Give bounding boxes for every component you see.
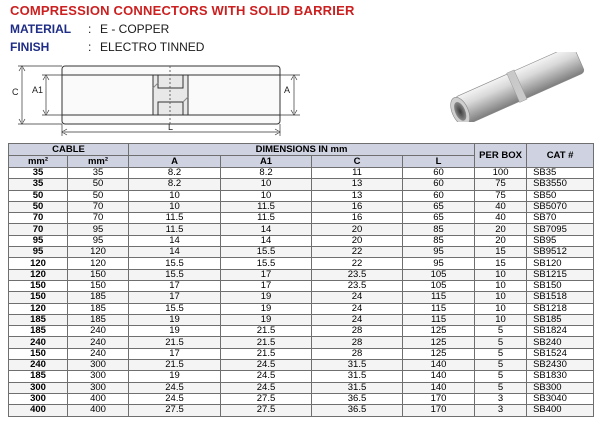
table-cell: 17 bbox=[221, 269, 312, 280]
table-cell: 5 bbox=[475, 348, 527, 359]
table-cell: SB185 bbox=[527, 314, 594, 325]
table-row bbox=[9, 292, 594, 303]
table-cell: 115 bbox=[403, 303, 475, 314]
table-cell: SB1830 bbox=[527, 371, 594, 382]
spec-finish bbox=[10, 40, 204, 54]
table-cell: 10 bbox=[475, 303, 527, 314]
table-row bbox=[9, 269, 594, 280]
table-cell: SB95 bbox=[527, 235, 594, 246]
table-cell: 50 bbox=[68, 179, 129, 190]
table-cell: 36.5 bbox=[312, 393, 403, 404]
table-cell: 170 bbox=[403, 405, 475, 416]
table-cell: 240 bbox=[9, 360, 68, 371]
table-cell: 17 bbox=[129, 280, 221, 291]
table-cell: 170 bbox=[403, 393, 475, 404]
table-cell: 27.5 bbox=[129, 405, 221, 416]
table-cell: 19 bbox=[129, 371, 221, 382]
header-cable-mm2-2: mm² bbox=[68, 156, 129, 168]
table-cell: 140 bbox=[403, 360, 475, 371]
table-cell: 40 bbox=[475, 201, 527, 212]
table-cell: 300 bbox=[68, 382, 129, 393]
table-cell: 50 bbox=[68, 190, 129, 201]
table-cell: 240 bbox=[68, 348, 129, 359]
table-cell: 5 bbox=[475, 371, 527, 382]
header-row-groups bbox=[9, 144, 594, 156]
table-cell: 70 bbox=[68, 213, 129, 224]
table-cell: 16 bbox=[312, 213, 403, 224]
table-cell: SB2430 bbox=[527, 360, 594, 371]
table-cell: 150 bbox=[68, 269, 129, 280]
connector-drawing bbox=[8, 58, 308, 138]
label-a1: A1 bbox=[32, 85, 44, 95]
table-cell: 24 bbox=[312, 303, 403, 314]
table-cell: 35 bbox=[9, 168, 68, 179]
table-cell: 125 bbox=[403, 337, 475, 348]
table-cell: 185 bbox=[9, 371, 68, 382]
table-cell: 28 bbox=[312, 337, 403, 348]
table-cell: 17 bbox=[129, 348, 221, 359]
table-cell: 85 bbox=[403, 224, 475, 235]
table-row bbox=[9, 303, 594, 314]
table-cell: 185 bbox=[68, 314, 129, 325]
table-row bbox=[9, 224, 594, 235]
table-cell: 14 bbox=[221, 235, 312, 246]
table-cell: 120 bbox=[9, 269, 68, 280]
table-cell: 10 bbox=[221, 190, 312, 201]
table-cell: 10 bbox=[129, 201, 221, 212]
table-cell: SB1524 bbox=[527, 348, 594, 359]
table-cell: 300 bbox=[9, 382, 68, 393]
table-cell: 31.5 bbox=[312, 371, 403, 382]
header-per-box: PER BOX bbox=[475, 144, 527, 168]
table-cell: SB70 bbox=[527, 213, 594, 224]
header-dim-a: A bbox=[129, 156, 221, 168]
table-row bbox=[9, 371, 594, 382]
header-cable: CABLE bbox=[9, 144, 129, 156]
table-cell: SB9512 bbox=[527, 247, 594, 258]
table-cell: 24.5 bbox=[129, 382, 221, 393]
table-cell: 36.5 bbox=[312, 405, 403, 416]
table-cell: 70 bbox=[9, 213, 68, 224]
table-cell: SB1215 bbox=[527, 269, 594, 280]
table-cell: 140 bbox=[403, 382, 475, 393]
table-cell: 120 bbox=[68, 247, 129, 258]
table-cell: 21.5 bbox=[129, 337, 221, 348]
table-cell: 3 bbox=[475, 405, 527, 416]
table-cell: SB3040 bbox=[527, 393, 594, 404]
table-cell: 115 bbox=[403, 314, 475, 325]
table-row bbox=[9, 258, 594, 269]
table-cell: 100 bbox=[475, 168, 527, 179]
table-cell: 185 bbox=[68, 292, 129, 303]
table-cell: 22 bbox=[312, 247, 403, 258]
table-cell: SB1518 bbox=[527, 292, 594, 303]
header-dim-l: L bbox=[403, 156, 475, 168]
table-cell: 5 bbox=[475, 382, 527, 393]
table-cell: 400 bbox=[68, 393, 129, 404]
table-cell: 185 bbox=[68, 303, 129, 314]
table-cell: 31.5 bbox=[312, 360, 403, 371]
table-row bbox=[9, 247, 594, 258]
table-cell: 120 bbox=[9, 303, 68, 314]
table-cell: SB240 bbox=[527, 337, 594, 348]
table-cell: SB7095 bbox=[527, 224, 594, 235]
table-cell: 5 bbox=[475, 360, 527, 371]
table-row bbox=[9, 337, 594, 348]
table-cell: 19 bbox=[129, 326, 221, 337]
header-dim-a1: A1 bbox=[221, 156, 312, 168]
table-cell: 16 bbox=[312, 201, 403, 212]
table-cell: 10 bbox=[221, 179, 312, 190]
table-cell: 115 bbox=[403, 292, 475, 303]
table-cell: 5 bbox=[475, 337, 527, 348]
table-cell: 185 bbox=[9, 314, 68, 325]
table-cell: SB3550 bbox=[527, 179, 594, 190]
table-cell: SB1824 bbox=[527, 326, 594, 337]
table-cell: 240 bbox=[68, 337, 129, 348]
table-cell: 10 bbox=[475, 280, 527, 291]
table-cell: 11.5 bbox=[129, 213, 221, 224]
table-cell: 105 bbox=[403, 269, 475, 280]
header-cable-mm2-1: mm² bbox=[9, 156, 68, 168]
table-cell: 50 bbox=[9, 190, 68, 201]
table-row bbox=[9, 190, 594, 201]
table-cell: 13 bbox=[312, 179, 403, 190]
table-cell: 11.5 bbox=[221, 213, 312, 224]
table-cell: 120 bbox=[68, 258, 129, 269]
table-cell: 19 bbox=[221, 292, 312, 303]
header-dim-c: C bbox=[312, 156, 403, 168]
table-cell: 15 bbox=[475, 258, 527, 269]
table-cell: 20 bbox=[312, 235, 403, 246]
header-cat: CAT # bbox=[527, 144, 594, 168]
table-cell: 8.2 bbox=[221, 168, 312, 179]
spec-material bbox=[10, 22, 169, 36]
table-cell: 28 bbox=[312, 348, 403, 359]
table-cell: 21.5 bbox=[221, 326, 312, 337]
table-cell: 75 bbox=[475, 190, 527, 201]
table-cell: 17 bbox=[221, 280, 312, 291]
table-cell: 300 bbox=[68, 360, 129, 371]
table-cell: 400 bbox=[68, 405, 129, 416]
table-cell: 21.5 bbox=[129, 360, 221, 371]
label-l: L bbox=[168, 122, 174, 132]
table-cell: 8.2 bbox=[129, 179, 221, 190]
table-cell: 125 bbox=[403, 348, 475, 359]
table-cell: 15.5 bbox=[129, 303, 221, 314]
table-cell: 20 bbox=[475, 235, 527, 246]
table-cell: 60 bbox=[403, 168, 475, 179]
table-cell: 23.5 bbox=[312, 269, 403, 280]
table-cell: 13 bbox=[312, 190, 403, 201]
table-cell: 240 bbox=[68, 326, 129, 337]
table-cell: 14 bbox=[129, 235, 221, 246]
header-dimensions: DIMENSIONS IN mm bbox=[129, 144, 475, 156]
spec-colon: : bbox=[88, 40, 92, 54]
table-cell: 95 bbox=[403, 247, 475, 258]
table-cell: 24 bbox=[312, 314, 403, 325]
table-cell: SB400 bbox=[527, 405, 594, 416]
table-row bbox=[9, 235, 594, 246]
table-cell: 75 bbox=[475, 179, 527, 190]
table-cell: 19 bbox=[221, 314, 312, 325]
table-cell: 17 bbox=[129, 292, 221, 303]
table-cell: 21.5 bbox=[221, 348, 312, 359]
table-cell: 70 bbox=[9, 224, 68, 235]
table-cell: 125 bbox=[403, 326, 475, 337]
table-cell: 19 bbox=[129, 314, 221, 325]
spec-key: FINISH bbox=[10, 40, 50, 54]
spec-value: E - COPPER bbox=[100, 22, 170, 36]
table-cell: 11.5 bbox=[129, 224, 221, 235]
connector-photo bbox=[435, 52, 595, 122]
table-row bbox=[9, 405, 594, 416]
table-cell: SB150 bbox=[527, 280, 594, 291]
table-cell: 150 bbox=[9, 280, 68, 291]
table-cell: 24.5 bbox=[129, 393, 221, 404]
table-cell: 31.5 bbox=[312, 382, 403, 393]
table-cell: 11.5 bbox=[221, 201, 312, 212]
table-cell: SB50 bbox=[527, 190, 594, 201]
table-cell: 27.5 bbox=[221, 405, 312, 416]
table-cell: SB300 bbox=[527, 382, 594, 393]
label-a: A bbox=[284, 85, 291, 95]
table-cell: 8.2 bbox=[129, 168, 221, 179]
table-cell: 20 bbox=[312, 224, 403, 235]
table-cell: 150 bbox=[9, 348, 68, 359]
table-cell: 10 bbox=[475, 314, 527, 325]
spec-value: ELECTRO TINNED bbox=[100, 40, 205, 54]
table-cell: 24 bbox=[312, 292, 403, 303]
table-row bbox=[9, 168, 594, 179]
table-cell: SB1218 bbox=[527, 303, 594, 314]
table-row bbox=[9, 179, 594, 190]
table-cell: 21.5 bbox=[221, 337, 312, 348]
table-cell: 11 bbox=[312, 168, 403, 179]
table-cell: 65 bbox=[403, 201, 475, 212]
table-cell: 60 bbox=[403, 179, 475, 190]
table-cell: 70 bbox=[68, 201, 129, 212]
table-cell: 15.5 bbox=[221, 247, 312, 258]
table-cell: 22 bbox=[312, 258, 403, 269]
table-row bbox=[9, 326, 594, 337]
table-cell: 65 bbox=[403, 213, 475, 224]
table-cell: 3 bbox=[475, 393, 527, 404]
table-cell: 240 bbox=[9, 337, 68, 348]
table-row bbox=[9, 393, 594, 404]
table-cell: 185 bbox=[9, 326, 68, 337]
table-row bbox=[9, 360, 594, 371]
page-title: COMPRESSION CONNECTORS WITH SOLID BARRIER bbox=[10, 3, 355, 18]
table-cell: 150 bbox=[9, 292, 68, 303]
table-cell: 24.5 bbox=[221, 382, 312, 393]
table-cell: 20 bbox=[475, 224, 527, 235]
table-cell: 28 bbox=[312, 326, 403, 337]
table-cell: 400 bbox=[9, 405, 68, 416]
table-cell: 95 bbox=[9, 247, 68, 258]
table-cell: 95 bbox=[68, 224, 129, 235]
table-cell: 24.5 bbox=[221, 371, 312, 382]
table-cell: 19 bbox=[221, 303, 312, 314]
table-cell: 105 bbox=[403, 280, 475, 291]
table-cell: 35 bbox=[68, 168, 129, 179]
table-cell: 95 bbox=[403, 258, 475, 269]
spec-colon: : bbox=[88, 22, 92, 36]
table-cell: 50 bbox=[9, 201, 68, 212]
table-cell: 300 bbox=[68, 371, 129, 382]
table-cell: 24.5 bbox=[221, 360, 312, 371]
table-cell: 15.5 bbox=[129, 258, 221, 269]
table-cell: 10 bbox=[129, 190, 221, 201]
table-cell: 27.5 bbox=[221, 393, 312, 404]
table-cell: SB120 bbox=[527, 258, 594, 269]
table-row bbox=[9, 201, 594, 212]
table-cell: SB35 bbox=[527, 168, 594, 179]
table-cell: 14 bbox=[221, 224, 312, 235]
specifications-table bbox=[8, 143, 594, 417]
table-row bbox=[9, 213, 594, 224]
table-row bbox=[9, 382, 594, 393]
table-cell: 15.5 bbox=[129, 269, 221, 280]
table-cell: 23.5 bbox=[312, 280, 403, 291]
table-cell: 40 bbox=[475, 213, 527, 224]
table-cell: 14 bbox=[129, 247, 221, 258]
table-cell: 15.5 bbox=[221, 258, 312, 269]
table-cell: 35 bbox=[9, 179, 68, 190]
spec-key: MATERIAL bbox=[10, 22, 72, 36]
table-row bbox=[9, 314, 594, 325]
table-cell: SB5070 bbox=[527, 201, 594, 212]
table-cell: 150 bbox=[68, 280, 129, 291]
table-cell: 120 bbox=[9, 258, 68, 269]
table-cell: 300 bbox=[9, 393, 68, 404]
table-cell: 60 bbox=[403, 190, 475, 201]
table-cell: 15 bbox=[475, 247, 527, 258]
label-c: C bbox=[12, 87, 19, 97]
table-row bbox=[9, 280, 594, 291]
table-cell: 10 bbox=[475, 292, 527, 303]
table-cell: 95 bbox=[68, 235, 129, 246]
table-row bbox=[9, 348, 594, 359]
table-cell: 85 bbox=[403, 235, 475, 246]
table-cell: 5 bbox=[475, 326, 527, 337]
table-cell: 10 bbox=[475, 269, 527, 280]
table-cell: 95 bbox=[9, 235, 68, 246]
table-cell: 140 bbox=[403, 371, 475, 382]
